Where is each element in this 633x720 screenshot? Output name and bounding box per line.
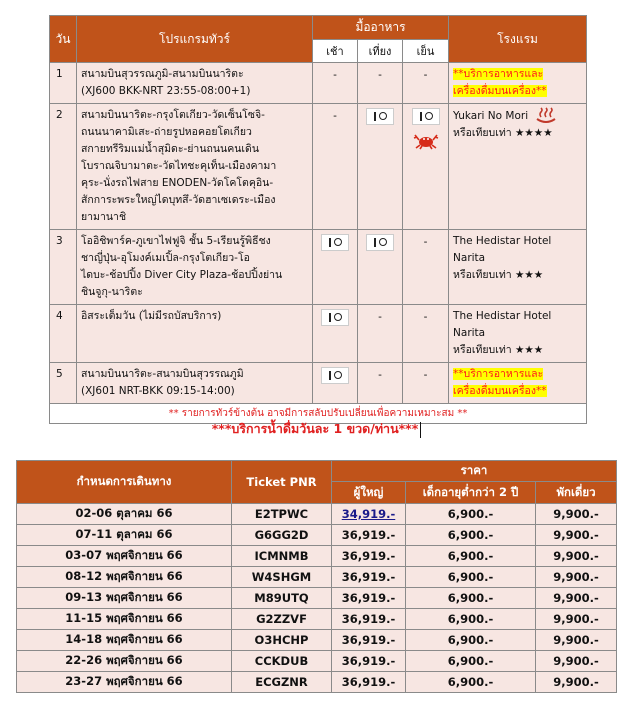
- no-meal: -: [423, 236, 428, 248]
- lunch-cell: [358, 363, 403, 404]
- hotel-line: **บริการอาหารและ: [453, 68, 544, 80]
- child-price: 6,900.-: [406, 672, 536, 693]
- single-supplement: 9,900.-: [536, 504, 617, 525]
- water-note-text: ***บริการน้ำดื่มวันละ 1 ขวด/ท่าน***: [211, 421, 419, 436]
- ticket-pnr: E2TPWC: [232, 504, 332, 525]
- day-number: 2: [50, 104, 77, 230]
- dinner-cell: [403, 104, 449, 230]
- price-row: [17, 546, 617, 567]
- program-line: โบราณจิบามาตะ-วัดไทชะคุเท็น-เมืองคามา: [81, 160, 277, 172]
- lunch-cell: [358, 104, 403, 230]
- ticket-pnr: G6GG2D: [232, 525, 332, 546]
- breakfast-cell: [313, 63, 358, 104]
- ticket-pnr: ECGZNR: [232, 672, 332, 693]
- child-price: 6,900.-: [406, 630, 536, 651]
- travel-period: 11-15 พฤศจิกายน 66: [17, 609, 232, 630]
- day-number: 1: [50, 63, 77, 104]
- single-supplement: 9,900.-: [536, 588, 617, 609]
- hotel-line: The Hedistar Hotel: [453, 310, 552, 322]
- program-line: ชินจูกุ-นาริตะ: [81, 286, 143, 298]
- no-meal: -: [423, 69, 428, 81]
- travel-period: 08-12 พฤศจิกายน 66: [17, 567, 232, 588]
- program-line: สนามบินนาริตะ-กรุงโตเกียว-วัดเซ็นโซจิ-: [81, 109, 265, 121]
- program-line: ยามานาชิ: [81, 211, 127, 223]
- hotel-line: The Hedistar Hotel: [453, 235, 552, 247]
- price-row: [17, 588, 617, 609]
- single-supplement: 9,900.-: [536, 609, 617, 630]
- adult-price: 36,919.-: [332, 630, 406, 651]
- program-line: สนามบินสุวรรณภูมิ-สนามบินนาริตะ: [81, 68, 244, 80]
- hotel-line: **บริการอาหารและ: [453, 368, 544, 380]
- program-line: (XJ601 NRT-BKK 09:15-14:00): [81, 385, 235, 397]
- program-line: โออิชิพาร์ค-ภูเขาไฟฟูจิ ชั้น 5-เรียนรู้พิธีชง: [81, 235, 271, 247]
- single-supplement: 9,900.-: [536, 672, 617, 693]
- adult-price: 36,919.-: [332, 546, 406, 567]
- child-price: 6,900.-: [406, 567, 536, 588]
- child-price: 6,900.-: [406, 546, 536, 567]
- breakfast-cell: [313, 230, 358, 305]
- travel-period: 14-18 พฤศจิกายน 66: [17, 630, 232, 651]
- meal-icon: [366, 234, 394, 251]
- onsen-icon: [534, 107, 558, 125]
- day-number: 3: [50, 230, 77, 305]
- child-price: 6,900.-: [406, 609, 536, 630]
- no-meal: -: [333, 69, 337, 81]
- adult-price: 36,919.-: [332, 525, 406, 546]
- single-supplement: 9,900.-: [536, 546, 617, 567]
- water-note: [0, 419, 633, 439]
- no-meal: -: [378, 369, 382, 381]
- ticket-pnr: CCKDUB: [232, 651, 332, 672]
- header-dinner: เย็น: [403, 40, 449, 63]
- header-hotel: โรงแรม: [449, 16, 587, 63]
- program-line: (XJ600 BKK-NRT 23:55-08:00+1): [81, 85, 251, 97]
- dinner-cell: [403, 230, 449, 305]
- breakfast-cell: [313, 104, 358, 230]
- meal-icon: [412, 108, 440, 125]
- child-price: 6,900.-: [406, 525, 536, 546]
- meal-icon: [366, 108, 394, 125]
- travel-period: 23-27 พฤศจิกายน 66: [17, 672, 232, 693]
- header-adult: ผู้ใหญ่: [332, 482, 406, 504]
- travel-period: 22-26 พฤศจิกายน 66: [17, 651, 232, 672]
- price-row: [17, 672, 617, 693]
- dinner-cell: [403, 305, 449, 363]
- child-price: 6,900.-: [406, 504, 536, 525]
- itinerary-row: [50, 230, 587, 305]
- program-line: สนามบินนาริตะ-สนามบินสุวรรณภูมิ: [81, 368, 244, 380]
- program-cell: [77, 305, 313, 363]
- hotel-cell: [449, 363, 587, 404]
- price-row: [17, 630, 617, 651]
- text-caret: [420, 422, 421, 438]
- hotel-line: หรือเทียบเท่า ★★★: [453, 344, 544, 356]
- hotel-cell: [449, 230, 587, 305]
- hotel-line: หรือเทียบเท่า ★★★: [453, 269, 544, 281]
- travel-period: 03-07 พฤศจิกายน 66: [17, 546, 232, 567]
- price-row: [17, 504, 617, 525]
- ticket-pnr: W4SHGM: [232, 567, 332, 588]
- travel-period: 02-06 ตุลาคม 66: [17, 504, 232, 525]
- program-line: คุระ-นั่งรถไฟสาย ENODEN-วัดโคโตคุอิน-: [81, 177, 274, 189]
- header-breakfast: เช้า: [313, 40, 358, 63]
- ticket-pnr: ICMNMB: [232, 546, 332, 567]
- no-meal: -: [333, 110, 337, 122]
- hotel-line: Yukari No Mori: [453, 110, 529, 122]
- no-meal: -: [423, 311, 428, 323]
- hotel-line: Narita: [453, 252, 486, 264]
- child-price: 6,900.-: [406, 588, 536, 609]
- child-price: 6,900.-: [406, 651, 536, 672]
- price-row: [17, 609, 617, 630]
- program-line: ชาญี่ปุ่น-อุโมงค์เมเปิ้ล-กรุงโตเกียว-โอ: [81, 252, 250, 264]
- pricing-table: [16, 460, 617, 693]
- hotel-line: Narita: [453, 327, 486, 339]
- program-line: สักการะพระใหญ่ไดบุทสึ-วัดฮาเซเดระ-เมือง: [81, 194, 276, 206]
- adult-price: 34,919.-: [332, 504, 406, 525]
- travel-period: 07-11 ตุลาคม 66: [17, 525, 232, 546]
- itinerary-table: [49, 15, 587, 424]
- header-day: วัน: [50, 16, 77, 63]
- program-line: อิสระเต็มวัน (ไม่มีรถบัสบริการ): [81, 310, 222, 322]
- day-number: 4: [50, 305, 77, 363]
- hotel-line: เครื่องดื่มบนเครื่อง**: [453, 85, 547, 97]
- header-lunch: เที่ยง: [358, 40, 403, 63]
- price-row: [17, 525, 617, 546]
- ticket-pnr: G2ZZVF: [232, 609, 332, 630]
- lunch-cell: [358, 63, 403, 104]
- single-supplement: 9,900.-: [536, 651, 617, 672]
- adult-price: 36,919.-: [332, 609, 406, 630]
- itinerary-note: ** รายการทัวร์ข้างต้น อาจมีการสลับปรับเปลี่ยนเพื่อความเหมาะสม **: [50, 404, 587, 424]
- breakfast-cell: [313, 363, 358, 404]
- itinerary-row: [50, 363, 587, 404]
- breakfast-cell: [313, 305, 358, 363]
- day-number: 5: [50, 363, 77, 404]
- program-cell: [77, 363, 313, 404]
- header-child: เด็กอายุต่ำกว่า 2 ปี: [406, 482, 536, 504]
- hotel-cell: [449, 305, 587, 363]
- program-line: ถนนนาคามิเสะ-ถ่ายรูปหอคอยโตเกียว: [81, 126, 252, 138]
- ticket-pnr: M89UTQ: [232, 588, 332, 609]
- adult-price: 36,919.-: [332, 567, 406, 588]
- itinerary-row: [50, 305, 587, 363]
- no-meal: -: [378, 311, 382, 323]
- adult-price: 36,919.-: [332, 651, 406, 672]
- header-program: โปรแกรมทัวร์: [77, 16, 313, 63]
- header-meals: มื้ออาหาร: [313, 16, 449, 40]
- crab-icon: [413, 130, 439, 150]
- itinerary-row: [50, 63, 587, 104]
- price-row: [17, 651, 617, 672]
- program-line: สกายทรีริมแม่น้ำสุมิดะ-ย่านถนนคนเดิน: [81, 143, 260, 155]
- header-price: ราคา: [332, 461, 617, 482]
- program-line: ไดบะ-ช้อปปิ้ง Diver City Plaza-ช้อปปิ้งย่าน: [81, 269, 283, 281]
- single-supplement: 9,900.-: [536, 567, 617, 588]
- hotel-cell: [449, 104, 587, 230]
- lunch-cell: [358, 230, 403, 305]
- itinerary-row: [50, 104, 587, 230]
- program-cell: [77, 104, 313, 230]
- single-supplement: 9,900.-: [536, 525, 617, 546]
- meal-icon: [321, 309, 349, 326]
- single-supplement: 9,900.-: [536, 630, 617, 651]
- dinner-cell: [403, 63, 449, 104]
- header-period: กำหนดการเดินทาง: [17, 461, 232, 504]
- no-meal: -: [423, 369, 428, 381]
- program-cell: [77, 230, 313, 305]
- hotel-line: เครื่องดื่มบนเครื่อง**: [453, 385, 547, 397]
- lunch-cell: [358, 305, 403, 363]
- price-row: [17, 567, 617, 588]
- ticket-pnr: O3HCHP: [232, 630, 332, 651]
- program-cell: [77, 63, 313, 104]
- meal-icon: [321, 367, 349, 384]
- hotel-cell: [449, 63, 587, 104]
- adult-price: 36,919.-: [332, 672, 406, 693]
- hotel-line: หรือเทียบเท่า ★★★★: [453, 127, 553, 139]
- meal-icon: [321, 234, 349, 251]
- header-pnr: Ticket PNR: [232, 461, 332, 504]
- adult-price: 36,919.-: [332, 588, 406, 609]
- dinner-cell: [403, 363, 449, 404]
- header-single: พักเดี่ยว: [536, 482, 617, 504]
- no-meal: -: [378, 69, 382, 81]
- travel-period: 09-13 พฤศจิกายน 66: [17, 588, 232, 609]
